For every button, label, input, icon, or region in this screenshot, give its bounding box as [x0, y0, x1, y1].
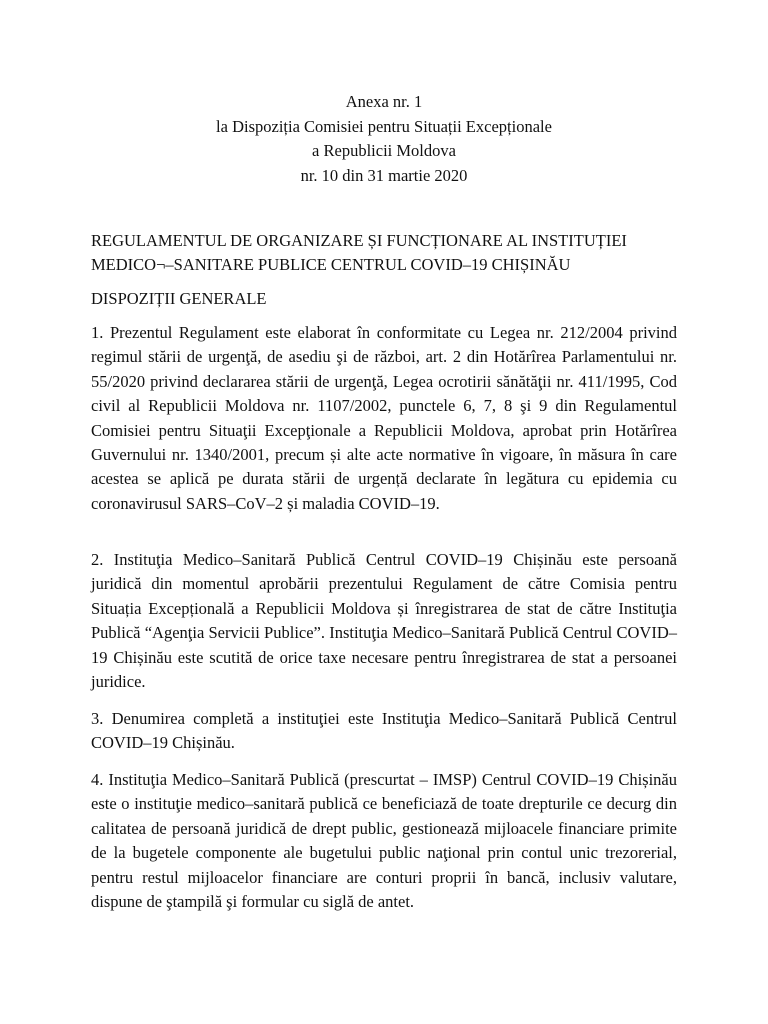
annex-country: a Republicii Moldova	[312, 141, 456, 160]
section-heading: DISPOZIȚII GENERALE	[91, 289, 267, 308]
annex-date: nr. 10 din 31 martie 2020	[300, 165, 468, 185]
paragraph-2: 2. Instituţia Medico–Sanitară Publică Centrul COVID–19 Chișinău este persoană juridică din momentul aprobării prezentului Regulament de către Comisia pentru Situația Excepțională a Republicii Moldova și înregistrarea de stat de către Instituţia Publică “Agenţia Servicii Publice”. Instituţia Medico–Sanitară Publică Centrul COVID–19 Chișinău este scutită de orice taxe necesare pentru înregistrarea de stat a persoanei juridice.	[91, 550, 677, 692]
annex-header	[0, 90, 768, 188]
annex-reference: la Dispoziția Comisiei pentru Situații Excepționale	[216, 116, 552, 136]
paragraph-4: 4. Instituţia Medico–Sanitară Publică (prescurtat – IMSP) Centrul COVID–19 Chișinău este o instituţie medico–sanitară publică ce beneficiază de toate drepturile ce decurg din calitatea de persoană juridică de drept public, gestionează mijloacele financiare primite de la bugetele componente ale bugetului public naţional prin contul unic trezorerial, pentru restul mijloacelor financiare are conturi proprii în bancă, inclusiv valutare, dispune de ştampilă şi formular cu siglă de antet.	[91, 770, 677, 912]
annex-number: Anexa nr. 1	[345, 92, 423, 111]
paragraph-1: 1. Prezentul Regulament este elaborat în conformitate cu Legea nr. 212/2004 privind regimul stării de urgenţă, de asediu şi de război, art. 2 din Hotărîrea Parlamentului nr. 55/2020 privind declararea stării de urgenţă, Legea ocrotirii sănătăţii nr. 411/1995, Cod civil al Republicii Moldova nr. 1107/2002, punctele 6, 7, 8 şi 9 din Regulamentul Comisiei pentru Situaţii Excepţionale a Republicii Moldova, aprobat prin Hotărîrea Guvernului nr. 1340/2001, precum și alte acte normative în vigoare, în măsura în care acestea se aplică pe durata stării de urgență declarate în legătura cu epidemia cu coronavirusul SARS–CoV–2 și maladia COVID–19.	[91, 323, 677, 513]
paragraph-3: 3. Denumirea completă a instituţiei este Instituţia Medico–Sanitară Publică Centrul COVID–19 Chișinău.	[91, 709, 677, 753]
document-title: REGULAMENTUL DE ORGANIZARE ȘI FUNCȚIONARE AL INSTITUȚIEI MEDICO¬–SANITARE PUBLICE CENTRUL COVID–19 CHIȘINĂU	[91, 231, 627, 275]
